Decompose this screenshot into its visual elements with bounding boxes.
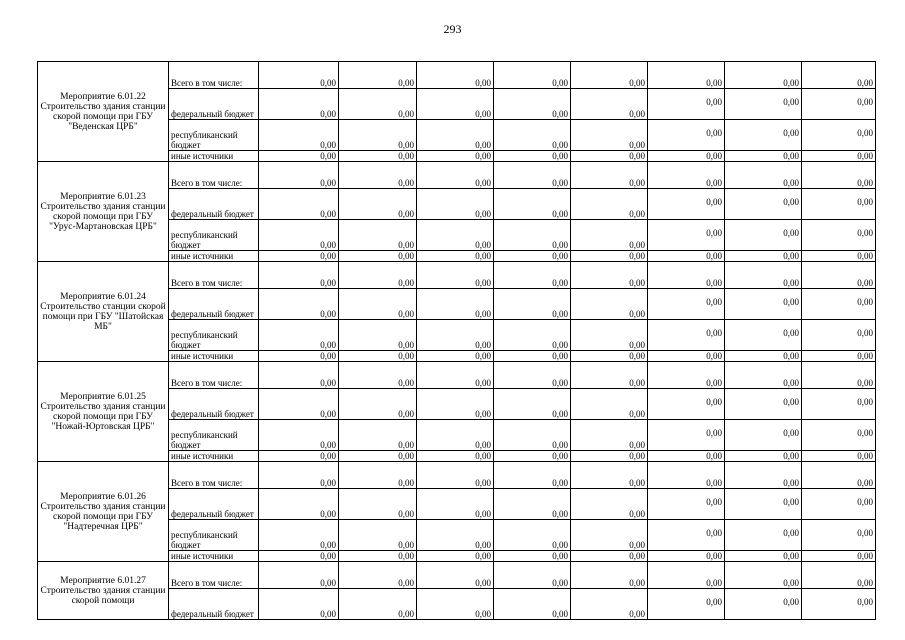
value-cell: 0,00 [725, 289, 802, 320]
value-cell: 0,00 [725, 589, 802, 620]
value-cell: 0,00 [494, 589, 571, 620]
value-cell: 0,00 [571, 262, 648, 289]
value-cell: 0,00 [648, 120, 725, 151]
value-cell: 0,00 [725, 462, 802, 489]
value-cell: 0,00 [725, 251, 802, 262]
value-cell: 0,00 [725, 220, 802, 251]
value-cell: 0,00 [571, 189, 648, 220]
source-label-federal: федеральный бюджет [169, 489, 259, 520]
value-cell: 0,00 [648, 262, 725, 289]
value-cell: 0,00 [571, 562, 648, 589]
value-cell: 0,00 [494, 62, 571, 89]
value-cell: 0,00 [339, 89, 417, 120]
value-cell: 0,00 [259, 520, 339, 551]
value-cell: 0,00 [417, 462, 494, 489]
value-cell: 0,00 [259, 420, 339, 451]
table-row [38, 562, 876, 589]
page-number: 293 [443, 22, 462, 36]
value-cell: 0,00 [339, 220, 417, 251]
value-cell: 0,00 [648, 551, 725, 562]
value-cell: 0,00 [725, 489, 802, 520]
value-cell: 0,00 [339, 189, 417, 220]
value-cell: 0,00 [725, 351, 802, 362]
value-cell: 0,00 [648, 489, 725, 520]
table-row [38, 62, 876, 89]
value-cell: 0,00 [339, 551, 417, 562]
value-cell: 0,00 [725, 389, 802, 420]
value-cell: 0,00 [339, 262, 417, 289]
value-cell: 0,00 [259, 351, 339, 362]
value-cell: 0,00 [725, 89, 802, 120]
value-cell: 0,00 [802, 220, 876, 251]
value-cell: 0,00 [494, 551, 571, 562]
value-cell: 0,00 [571, 62, 648, 89]
value-cell: 0,00 [571, 589, 648, 620]
value-cell: 0,00 [802, 120, 876, 151]
value-cell: 0,00 [725, 362, 802, 389]
source-label-federal: федеральный бюджет [169, 589, 259, 620]
value-cell: 0,00 [571, 120, 648, 151]
measure-title: Мероприятие 6.01.23 Строительство здания станции скорой помощи при ГБУ "Урус-Мартановская ЦРБ" [38, 162, 169, 262]
value-cell: 0,00 [494, 320, 571, 351]
value-cell: 0,00 [802, 589, 876, 620]
value-cell: 0,00 [648, 320, 725, 351]
source-label-total: Всего в том числе: [169, 62, 259, 89]
value-cell: 0,00 [339, 351, 417, 362]
measure-title: Мероприятие 6.01.27 Строительство здания станции скорой помощи [38, 562, 169, 620]
value-cell: 0,00 [571, 362, 648, 389]
value-cell: 0,00 [494, 89, 571, 120]
value-cell: 0,00 [259, 589, 339, 620]
value-cell: 0,00 [571, 89, 648, 120]
value-cell: 0,00 [259, 562, 339, 589]
value-cell: 0,00 [417, 189, 494, 220]
value-cell: 0,00 [571, 389, 648, 420]
value-cell: 0,00 [494, 562, 571, 589]
value-cell: 0,00 [571, 451, 648, 462]
value-cell: 0,00 [259, 89, 339, 120]
value-cell: 0,00 [648, 562, 725, 589]
value-cell: 0,00 [725, 320, 802, 351]
value-cell: 0,00 [494, 251, 571, 262]
value-cell: 0,00 [725, 151, 802, 162]
value-cell: 0,00 [725, 451, 802, 462]
value-cell: 0,00 [417, 262, 494, 289]
value-cell: 0,00 [339, 589, 417, 620]
value-cell: 0,00 [417, 289, 494, 320]
value-cell: 0,00 [648, 151, 725, 162]
value-cell: 0,00 [494, 189, 571, 220]
value-cell: 0,00 [571, 351, 648, 362]
value-cell: 0,00 [648, 589, 725, 620]
value-cell: 0,00 [494, 489, 571, 520]
value-cell: 0,00 [259, 151, 339, 162]
source-label-total: Всего в том числе: [169, 362, 259, 389]
value-cell: 0,00 [417, 351, 494, 362]
value-cell: 0,00 [725, 120, 802, 151]
source-label-republic: республиканский бюджет [169, 120, 259, 151]
value-cell: 0,00 [648, 89, 725, 120]
value-cell: 0,00 [259, 462, 339, 489]
value-cell: 0,00 [725, 420, 802, 451]
value-cell: 0,00 [417, 162, 494, 189]
value-cell: 0,00 [494, 420, 571, 451]
value-cell: 0,00 [339, 320, 417, 351]
value-cell: 0,00 [259, 162, 339, 189]
value-cell: 0,00 [802, 251, 876, 262]
source-label-other: иные источники [169, 451, 259, 462]
value-cell: 0,00 [571, 220, 648, 251]
value-cell: 0,00 [802, 320, 876, 351]
budget-table [37, 61, 876, 620]
value-cell: 0,00 [725, 162, 802, 189]
value-cell: 0,00 [259, 551, 339, 562]
value-cell: 0,00 [802, 462, 876, 489]
table-row [38, 362, 876, 389]
value-cell: 0,00 [339, 289, 417, 320]
value-cell: 0,00 [802, 289, 876, 320]
value-cell: 0,00 [417, 451, 494, 462]
value-cell: 0,00 [802, 362, 876, 389]
value-cell: 0,00 [802, 420, 876, 451]
value-cell: 0,00 [802, 351, 876, 362]
table-row [38, 462, 876, 489]
table-row [38, 162, 876, 189]
value-cell: 0,00 [725, 262, 802, 289]
source-label-federal: федеральный бюджет [169, 389, 259, 420]
value-cell: 0,00 [648, 389, 725, 420]
value-cell: 0,00 [339, 562, 417, 589]
value-cell: 0,00 [259, 320, 339, 351]
value-cell: 0,00 [417, 389, 494, 420]
value-cell: 0,00 [417, 151, 494, 162]
value-cell: 0,00 [494, 389, 571, 420]
value-cell: 0,00 [417, 89, 494, 120]
value-cell: 0,00 [571, 151, 648, 162]
value-cell: 0,00 [648, 220, 725, 251]
value-cell: 0,00 [725, 551, 802, 562]
value-cell: 0,00 [571, 162, 648, 189]
value-cell: 0,00 [648, 420, 725, 451]
value-cell: 0,00 [417, 251, 494, 262]
value-cell: 0,00 [802, 89, 876, 120]
value-cell: 0,00 [259, 220, 339, 251]
measure-title: Мероприятие 6.01.25 Строительство здания станции скорой помощи при ГБУ "Ножай-Юртовская ЦРБ" [38, 362, 169, 462]
value-cell: 0,00 [494, 520, 571, 551]
value-cell: 0,00 [339, 520, 417, 551]
value-cell: 0,00 [494, 351, 571, 362]
value-cell: 0,00 [494, 462, 571, 489]
value-cell: 0,00 [259, 262, 339, 289]
value-cell: 0,00 [802, 451, 876, 462]
value-cell: 0,00 [571, 520, 648, 551]
table-row [38, 262, 876, 289]
value-cell: 0,00 [571, 462, 648, 489]
source-label-federal: федеральный бюджет [169, 289, 259, 320]
value-cell: 0,00 [417, 551, 494, 562]
value-cell: 0,00 [571, 551, 648, 562]
value-cell: 0,00 [494, 451, 571, 462]
source-label-total: Всего в том числе: [169, 462, 259, 489]
value-cell: 0,00 [339, 362, 417, 389]
value-cell: 0,00 [259, 120, 339, 151]
value-cell: 0,00 [417, 489, 494, 520]
value-cell: 0,00 [571, 489, 648, 520]
measure-title: Мероприятие 6.01.26 Строительство здания станции скорой помощи при ГБУ "Надтеречная ЦРБ" [38, 462, 169, 562]
source-label-republic: республиканский бюджет [169, 220, 259, 251]
value-cell: 0,00 [417, 420, 494, 451]
value-cell: 0,00 [339, 251, 417, 262]
value-cell: 0,00 [648, 520, 725, 551]
value-cell: 0,00 [494, 151, 571, 162]
source-label-republic: республиканский бюджет [169, 520, 259, 551]
value-cell: 0,00 [339, 451, 417, 462]
value-cell: 0,00 [259, 451, 339, 462]
source-label-republic: республиканский бюджет [169, 420, 259, 451]
source-label-other: иные источники [169, 551, 259, 562]
measure-title: Мероприятие 6.01.22 Строительство здания станции скорой помощи при ГБУ "Веденская ЦРБ" [38, 62, 169, 162]
value-cell: 0,00 [802, 551, 876, 562]
value-cell: 0,00 [339, 162, 417, 189]
source-label-total: Всего в том числе: [169, 162, 259, 189]
value-cell: 0,00 [494, 262, 571, 289]
value-cell: 0,00 [802, 62, 876, 89]
value-cell: 0,00 [339, 151, 417, 162]
value-cell: 0,00 [417, 520, 494, 551]
measure-title: Мероприятие 6.01.24 Строительство станции скорой помощи при ГБУ "Шатойская МБ" [38, 262, 169, 362]
value-cell: 0,00 [339, 62, 417, 89]
value-cell: 0,00 [648, 189, 725, 220]
value-cell: 0,00 [259, 251, 339, 262]
source-label-federal: федеральный бюджет [169, 89, 259, 120]
value-cell: 0,00 [802, 562, 876, 589]
value-cell: 0,00 [802, 262, 876, 289]
value-cell: 0,00 [339, 420, 417, 451]
value-cell: 0,00 [417, 562, 494, 589]
value-cell: 0,00 [417, 220, 494, 251]
value-cell: 0,00 [802, 151, 876, 162]
source-label-total: Всего в том числе: [169, 262, 259, 289]
value-cell: 0,00 [648, 351, 725, 362]
source-label-other: иные источники [169, 351, 259, 362]
value-cell: 0,00 [494, 362, 571, 389]
source-label-total: Всего в том числе: [169, 562, 259, 589]
value-cell: 0,00 [259, 189, 339, 220]
value-cell: 0,00 [259, 62, 339, 89]
source-label-republic: республиканский бюджет [169, 320, 259, 351]
value-cell: 0,00 [802, 162, 876, 189]
source-label-other: иные источники [169, 151, 259, 162]
value-cell: 0,00 [339, 120, 417, 151]
value-cell: 0,00 [802, 489, 876, 520]
value-cell: 0,00 [725, 520, 802, 551]
value-cell: 0,00 [725, 562, 802, 589]
value-cell: 0,00 [339, 489, 417, 520]
value-cell: 0,00 [417, 362, 494, 389]
value-cell: 0,00 [417, 589, 494, 620]
value-cell: 0,00 [648, 451, 725, 462]
value-cell: 0,00 [648, 289, 725, 320]
value-cell: 0,00 [648, 251, 725, 262]
value-cell: 0,00 [802, 389, 876, 420]
value-cell: 0,00 [571, 320, 648, 351]
table-body [38, 62, 876, 620]
value-cell: 0,00 [802, 520, 876, 551]
value-cell: 0,00 [417, 120, 494, 151]
value-cell: 0,00 [494, 289, 571, 320]
value-cell: 0,00 [802, 189, 876, 220]
value-cell: 0,00 [494, 120, 571, 151]
value-cell: 0,00 [725, 189, 802, 220]
value-cell: 0,00 [259, 362, 339, 389]
value-cell: 0,00 [494, 162, 571, 189]
value-cell: 0,00 [648, 362, 725, 389]
value-cell: 0,00 [417, 320, 494, 351]
value-cell: 0,00 [417, 62, 494, 89]
value-cell: 0,00 [339, 389, 417, 420]
value-cell: 0,00 [648, 162, 725, 189]
value-cell: 0,00 [494, 220, 571, 251]
value-cell: 0,00 [339, 462, 417, 489]
value-cell: 0,00 [259, 289, 339, 320]
value-cell: 0,00 [259, 389, 339, 420]
value-cell: 0,00 [571, 251, 648, 262]
source-label-other: иные источники [169, 251, 259, 262]
value-cell: 0,00 [725, 62, 802, 89]
value-cell: 0,00 [259, 489, 339, 520]
value-cell: 0,00 [648, 62, 725, 89]
value-cell: 0,00 [648, 462, 725, 489]
value-cell: 0,00 [571, 289, 648, 320]
source-label-federal: федеральный бюджет [169, 189, 259, 220]
value-cell: 0,00 [571, 420, 648, 451]
